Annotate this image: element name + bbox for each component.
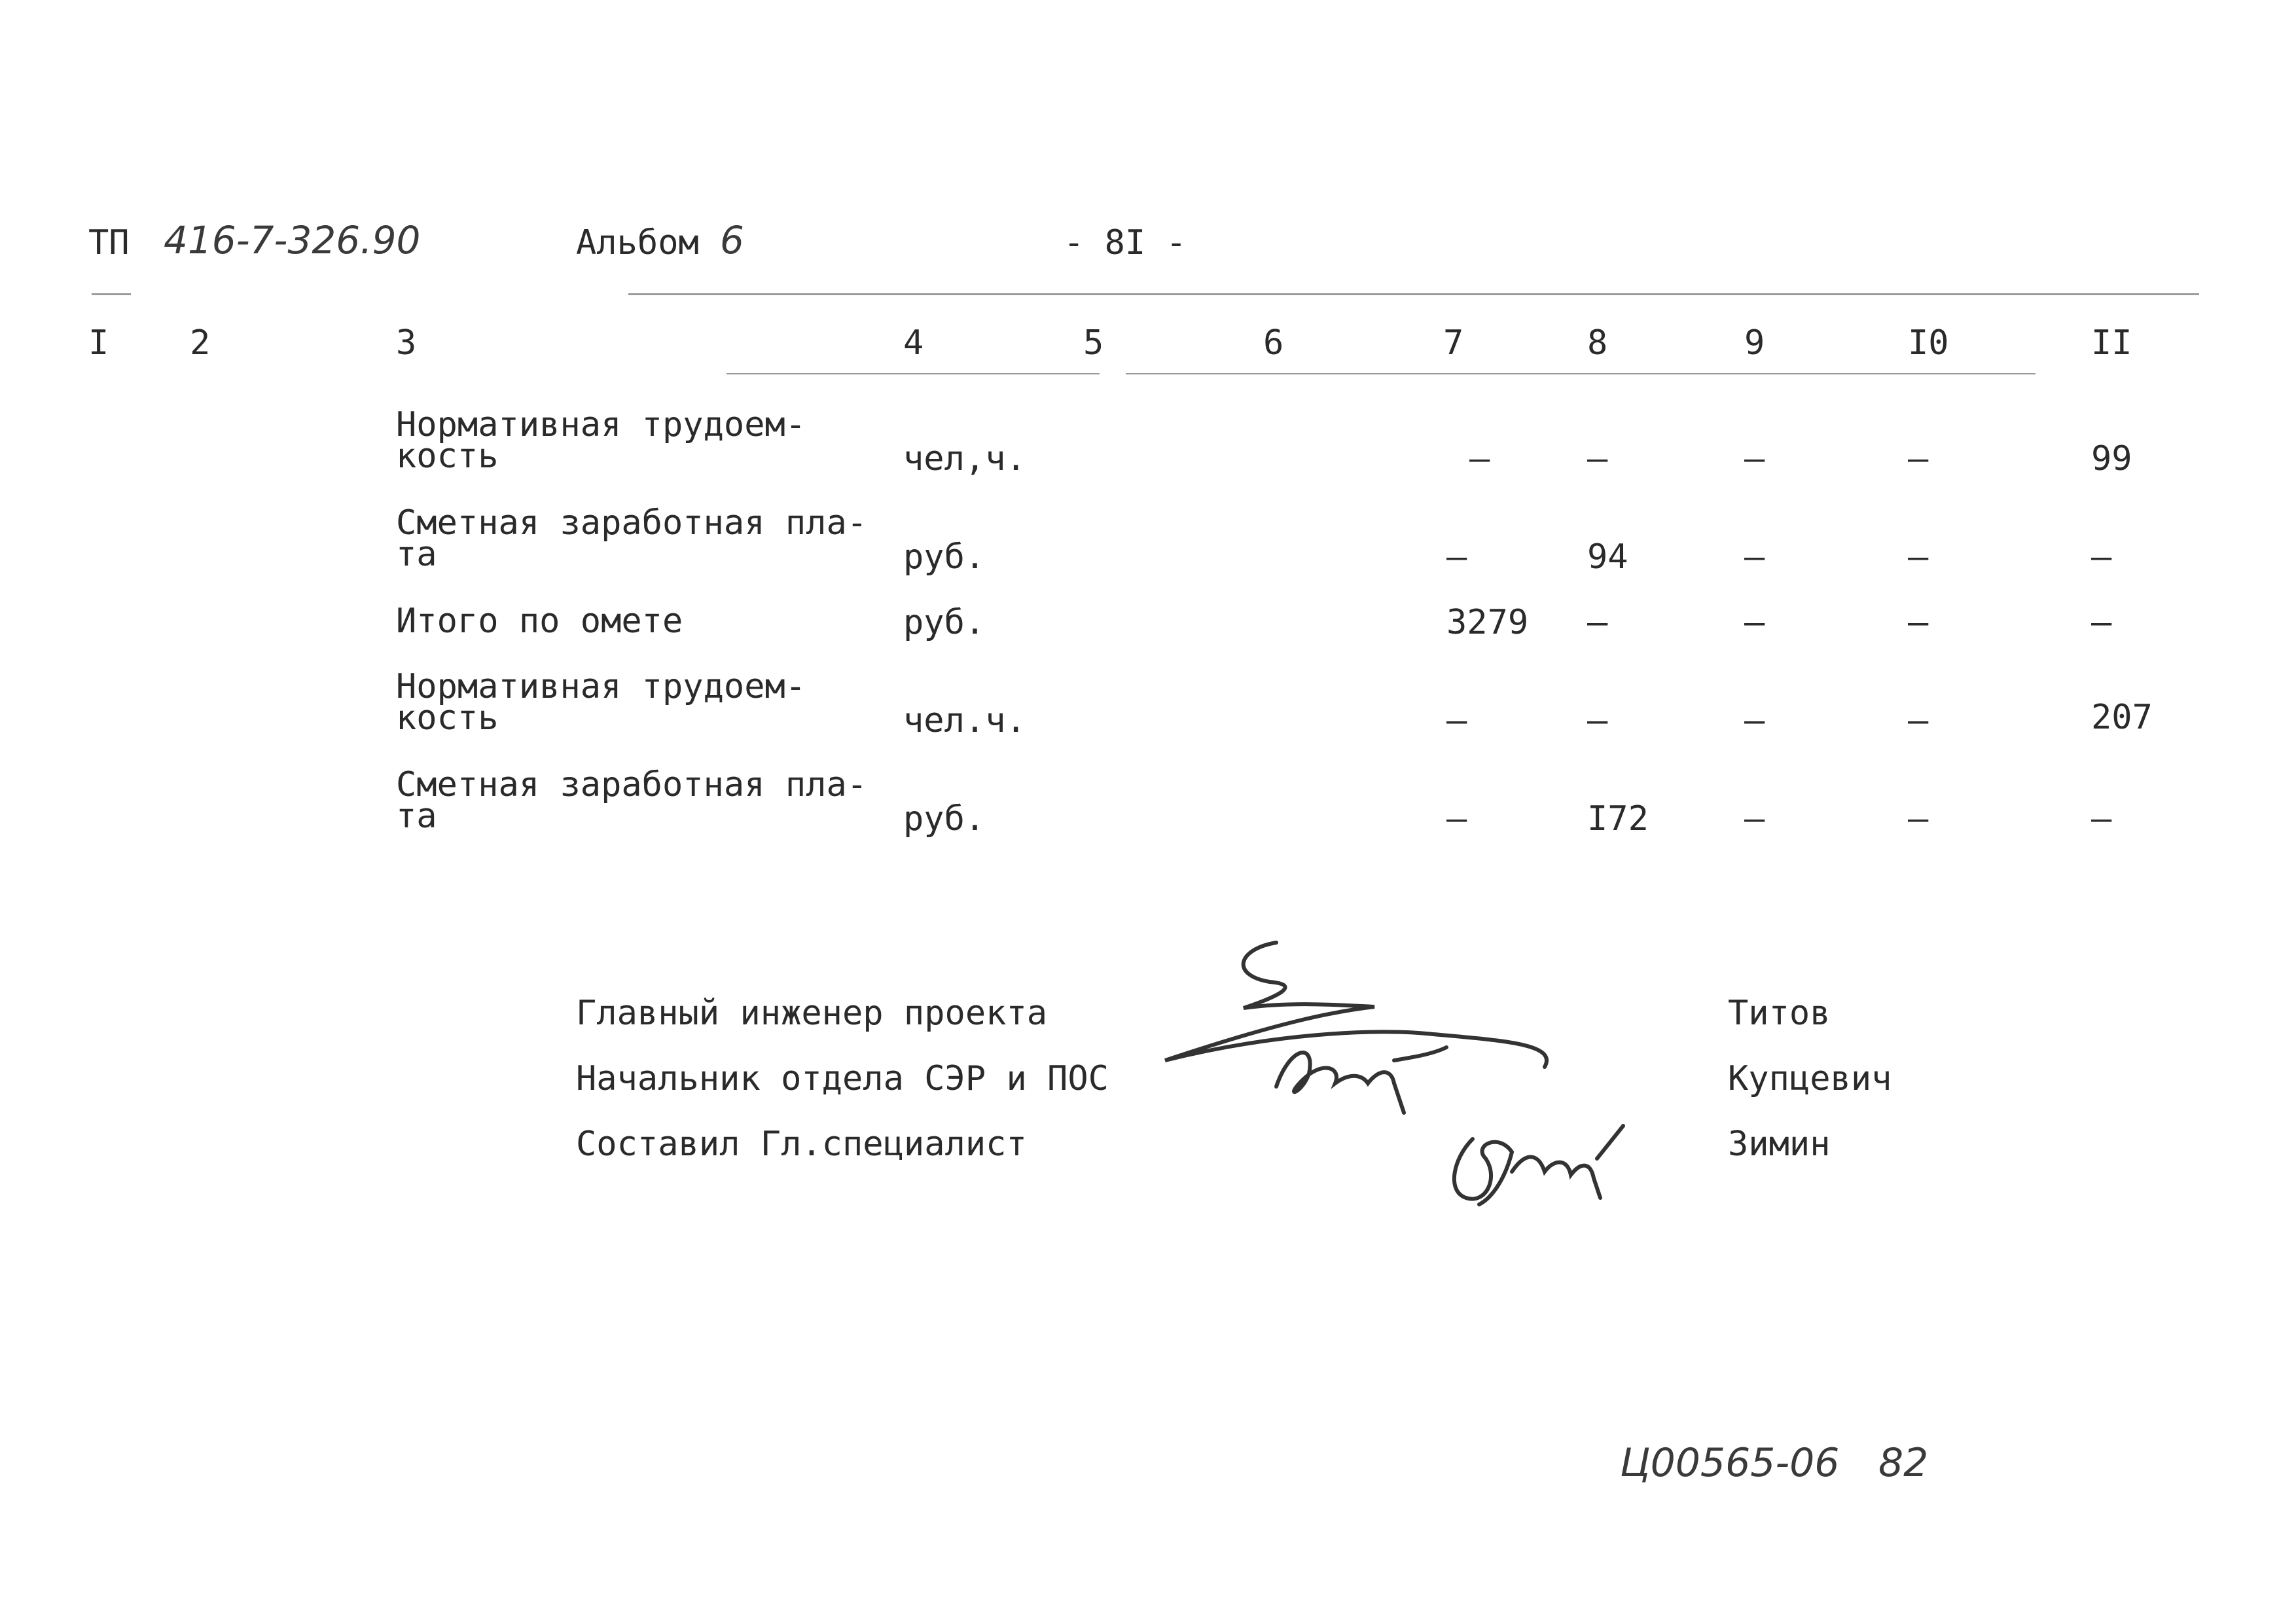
table-cell-col8: I72 bbox=[1587, 799, 1649, 839]
doc-prefix: ТП bbox=[88, 223, 130, 262]
column-number-11: II bbox=[2091, 323, 2132, 363]
table-cell-col7: – bbox=[1469, 439, 1490, 478]
column-number-10: I0 bbox=[1908, 323, 1949, 363]
table-row-desc-line: кость bbox=[396, 437, 499, 476]
table-cell-col8: – bbox=[1587, 439, 1608, 478]
column-number-8: 8 bbox=[1587, 323, 1608, 363]
table-cell-col8: – bbox=[1587, 701, 1608, 740]
handwritten-signature-2 bbox=[1263, 1021, 1473, 1119]
column-number-6: 6 bbox=[1263, 323, 1284, 363]
table-cell-col11: – bbox=[2091, 603, 2112, 642]
table-row-desc-line: Сметная заработная пла- bbox=[396, 503, 868, 543]
signature-role: Составил Гл.специалист bbox=[576, 1125, 1027, 1164]
table-cell-col9: – bbox=[1744, 701, 1765, 740]
table-cell-col9: – bbox=[1744, 537, 1765, 577]
album-number: 6 bbox=[720, 218, 744, 262]
table-cell-col11: – bbox=[2091, 537, 2112, 577]
table-cell-col11: – bbox=[2091, 799, 2112, 839]
signature-role: Начальник отдела СЭР и ПОС bbox=[576, 1059, 1109, 1098]
table-row-desc-line: та bbox=[396, 797, 437, 836]
column-number-9: 9 bbox=[1744, 323, 1765, 363]
column-rule-left bbox=[726, 373, 1100, 374]
column-number-3: 3 bbox=[396, 323, 417, 363]
table-cell-unit: руб. bbox=[903, 603, 986, 642]
footer-sheet-number: 82 bbox=[1878, 1440, 1929, 1486]
header-rule bbox=[628, 293, 2199, 295]
table-cell-col8: – bbox=[1587, 603, 1608, 642]
table-cell-col10: – bbox=[1908, 701, 1929, 740]
table-row-desc-line: кость bbox=[396, 698, 499, 738]
signature-name: Купцевич bbox=[1728, 1059, 1892, 1098]
column-number-4: 4 bbox=[903, 323, 924, 363]
table-cell-unit: руб. bbox=[903, 799, 986, 839]
table-cell-col7: – bbox=[1446, 799, 1467, 839]
table-cell-unit: руб. bbox=[903, 537, 986, 577]
album-label: Альбом bbox=[576, 223, 699, 262]
doc-number: 416-7-326.90 bbox=[164, 218, 421, 262]
table-cell-col11: 207 bbox=[2091, 698, 2153, 737]
table-cell-col11: 99 bbox=[2091, 439, 2132, 478]
table-cell-unit: чел,ч. bbox=[903, 439, 1026, 478]
table-cell-col8: 94 bbox=[1587, 537, 1628, 577]
table-cell-col7: – bbox=[1446, 701, 1467, 740]
column-number-5: 5 bbox=[1083, 323, 1104, 363]
table-cell-col10: – bbox=[1908, 439, 1929, 478]
table-cell-col7: – bbox=[1446, 537, 1467, 577]
header-rule-left bbox=[92, 293, 131, 295]
column-number-7: 7 bbox=[1443, 323, 1464, 363]
footer-stamp: Ц00565-06 bbox=[1620, 1440, 1840, 1486]
table-cell-col10: – bbox=[1908, 537, 1929, 577]
table-row-desc-line: Нормативная трудоем- bbox=[396, 667, 806, 706]
table-cell-col9: – bbox=[1744, 603, 1765, 642]
signature-name: Зимин bbox=[1728, 1125, 1831, 1164]
column-rule-right bbox=[1126, 373, 2036, 374]
table-row-desc-line: та bbox=[396, 535, 437, 574]
column-number-2: 2 bbox=[190, 323, 211, 363]
signature-role: Главный инженер проекта bbox=[576, 994, 1048, 1033]
column-number-1: I bbox=[88, 323, 109, 363]
page-number: - 8I - bbox=[1064, 223, 1187, 262]
table-row-desc-line: Итого по омете bbox=[396, 602, 683, 641]
table-row-desc-line: Сметная заработная пла- bbox=[396, 765, 868, 804]
table-cell-col10: – bbox=[1908, 799, 1929, 839]
table-cell-unit: чел.ч. bbox=[903, 701, 1026, 740]
signature-name: Титов bbox=[1728, 994, 1831, 1033]
table-cell-col9: – bbox=[1744, 439, 1765, 478]
table-cell-col7: 3279 bbox=[1446, 603, 1529, 642]
handwritten-signature-3 bbox=[1440, 1113, 1636, 1218]
table-cell-col10: – bbox=[1908, 603, 1929, 642]
table-row-desc-line: Нормативная трудоем- bbox=[396, 405, 806, 444]
table-cell-col9: – bbox=[1744, 799, 1765, 839]
